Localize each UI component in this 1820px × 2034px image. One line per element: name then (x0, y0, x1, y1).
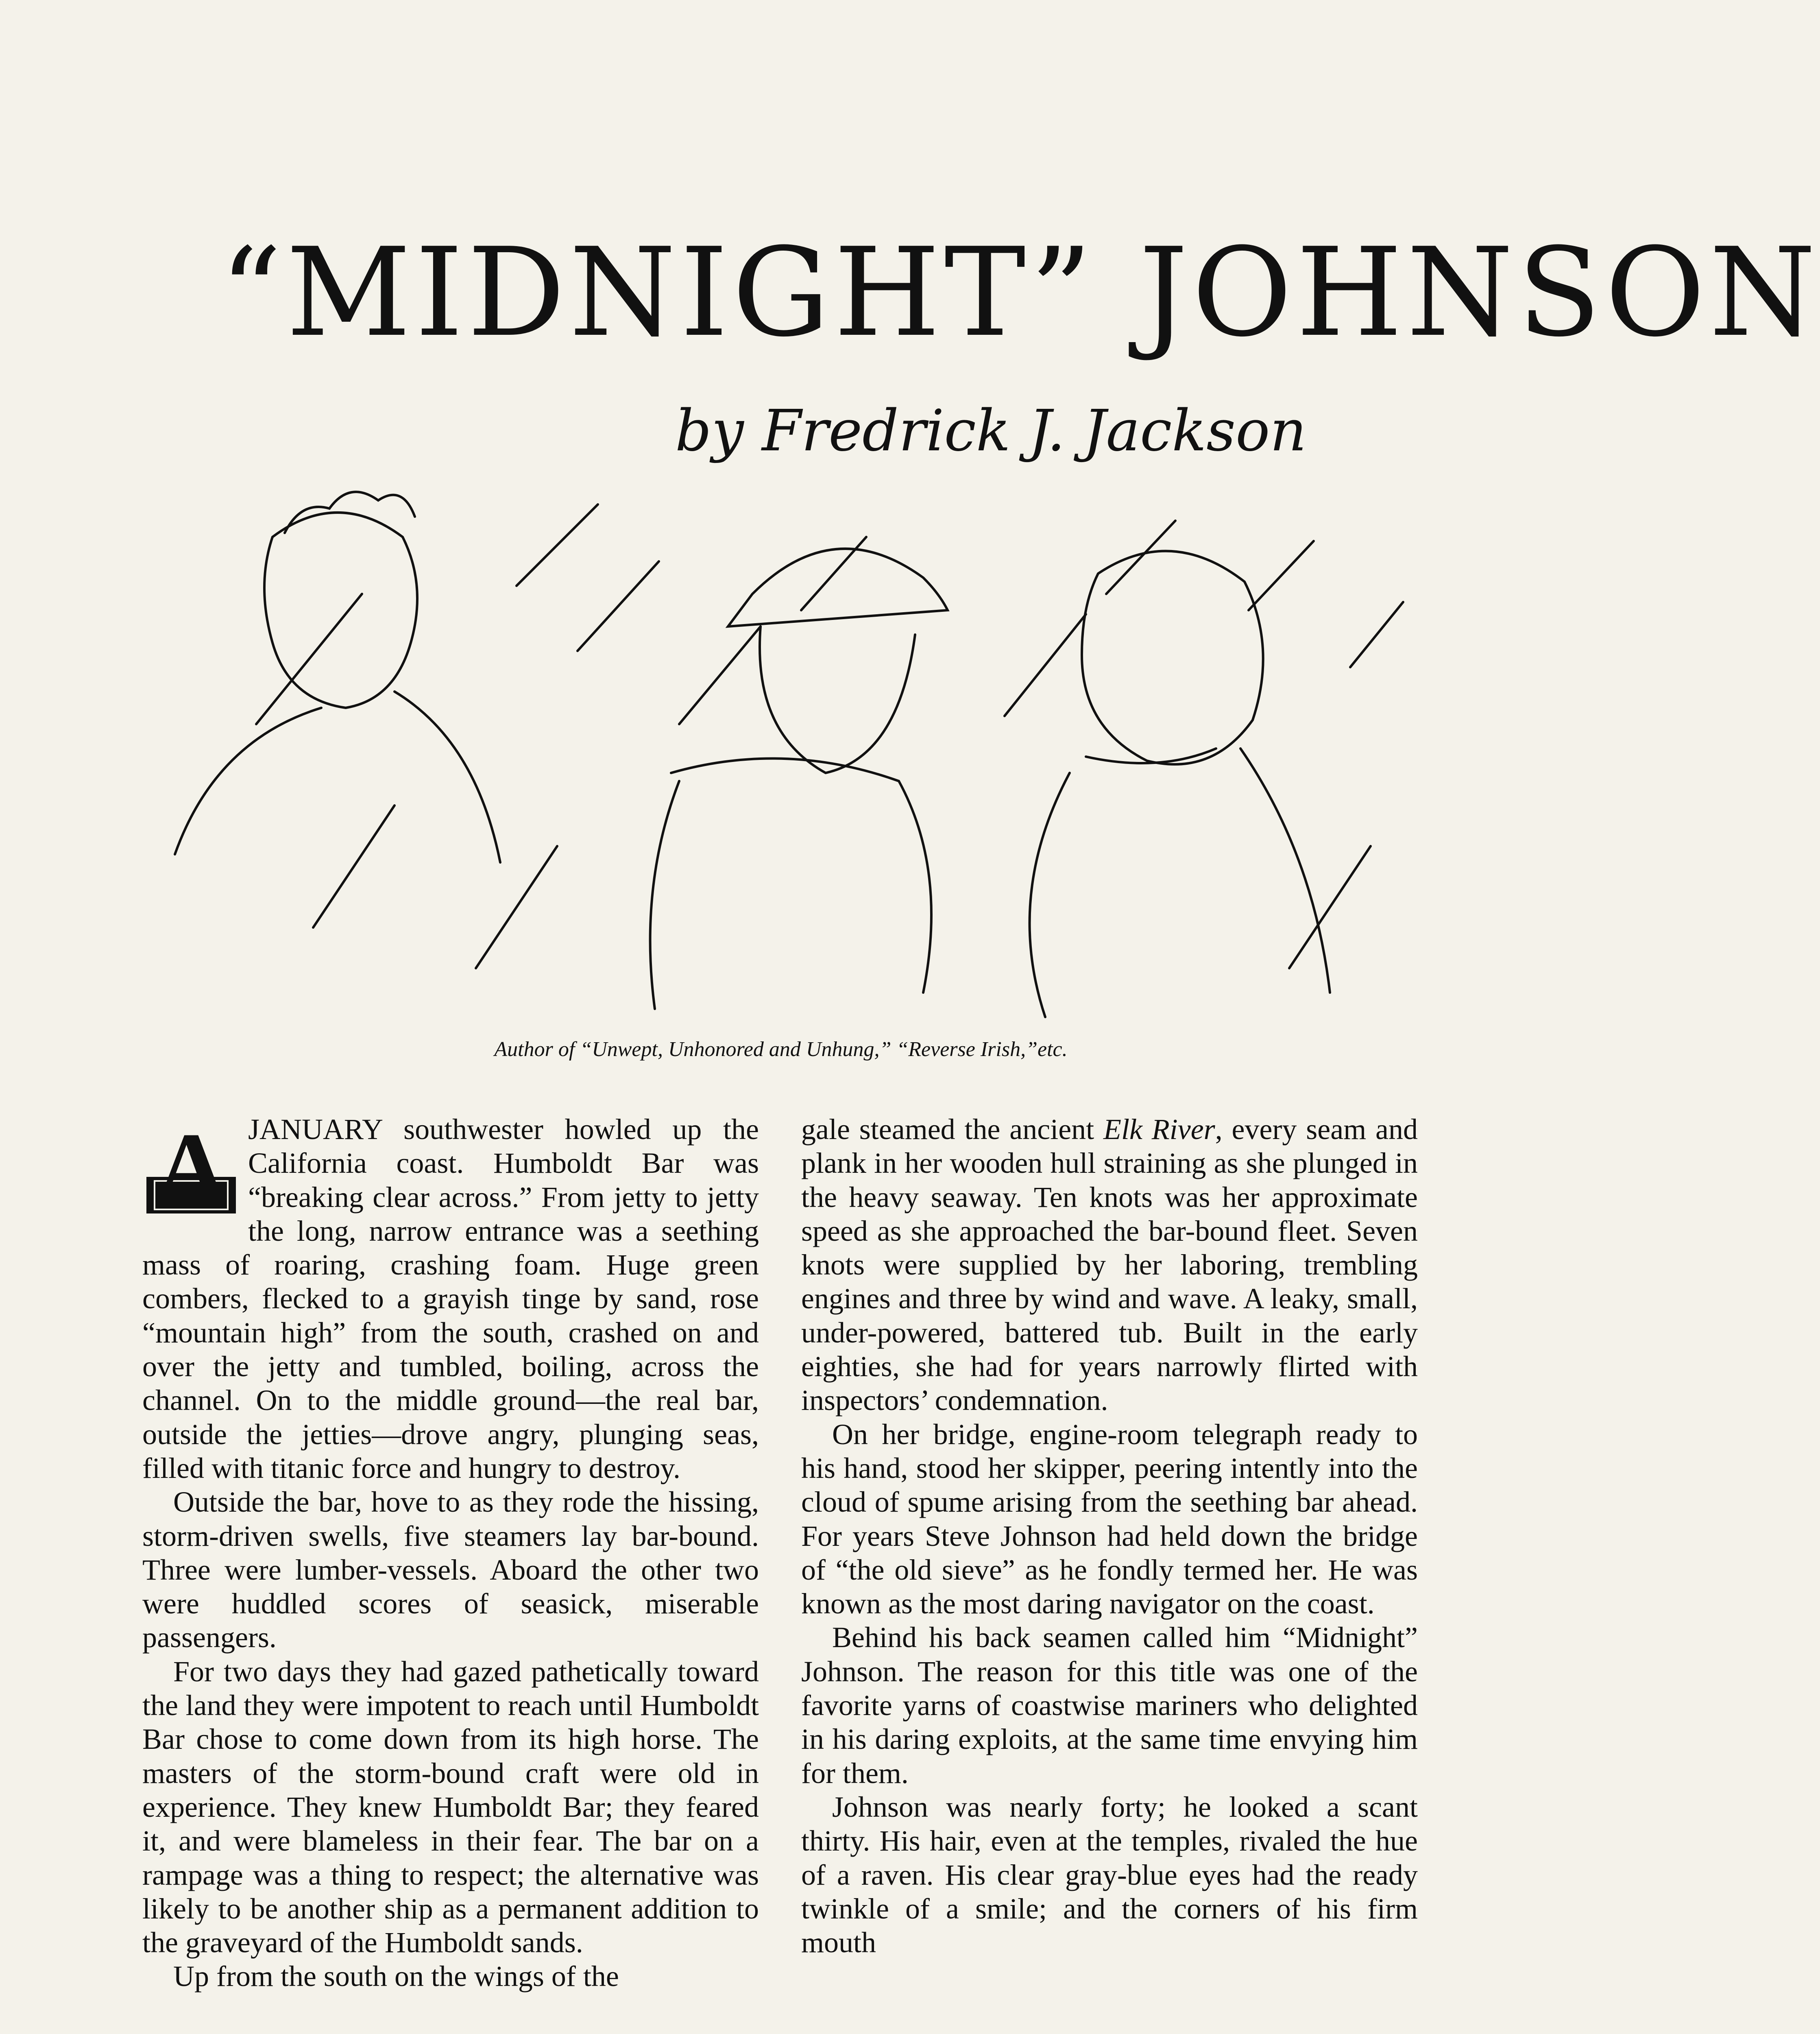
rain-streaks (256, 504, 1403, 968)
story-title: “MIDNIGHT” JOHNSON (220, 222, 1820, 364)
drop-cap-letter: A (156, 1113, 227, 1221)
paragraph: Outside the bar, hove to as they rode the hissing, storm-driven swells, five steamers lay bar-bound. Three were lumber-vessels. Aboard the other two were huddled scores of seasick, miserable passengers. (142, 1486, 759, 1654)
illustration-caption: Author of “Unwept, Unhonored and Unhung,” “Reverse Irish,”etc. (494, 1038, 1068, 1061)
paragraph-text: gale steamed the ancient (801, 1113, 1103, 1146)
story-illustration (150, 439, 1436, 1017)
figure-left (175, 492, 500, 862)
ship-name: Elk River (1103, 1113, 1215, 1146)
article-column-left (142, 1113, 759, 1994)
article-column-right (801, 1113, 1418, 1960)
paragraph: JANUARY southwester howled up the California coast. Humboldt Bar was “breaking clear across.” From jetty to jetty the long, narrow entrance was a seething mass of roaring, crashing foam. Huge green combers, flecked to a grayish tinge by sand, rose “mountain high” from the south, crashed on and over the jetty and tumbled, boiling, across the channel. On to the middle ground—the real bar, outside the jetties—drove angry, plunging seas, filled with titanic force and hungry to destroy. (142, 1113, 759, 1484)
figure-center (650, 549, 948, 1009)
paragraph (801, 1113, 1418, 1418)
figure-right (1030, 551, 1330, 1017)
story-byline: by Fredrick J. Jackson (675, 398, 1307, 464)
paragraph: On her bridge, engine-room telegraph ready to his hand, stood her skipper, peering intently into the cloud of spume arising from the seething bar ahead. For years Steve Johnson had held down the bridge of “the old sieve” as he fondly termed her. He was known as the most daring navigator on the coast. (801, 1418, 1418, 1620)
drop-cap (142, 1113, 240, 1221)
paragraph: For two days they had gazed pathetically toward the land they were impotent to reach until Humboldt Bar chose to come down from its high horse. The masters of the storm-bound craft were old in experience. They knew Humboldt Bar; they feared it, and were blameless in their fear. The bar on a rampage was a thing to respect; the alternative was likely to be another ship as a permanent addition to the graveyard of the Humboldt sands. (142, 1655, 759, 1959)
paragraph-text: , every seam and plank in her wooden hull straining as she plunged in the heavy seaway. Ten knots was her approximate speed as she approached the bar-bound fleet. Seven knots were supplied by her laboring, trembling engines and three by wind and wave. A leaky, small, under-powered, battered tub. Built in the early eighties, she had for years narrowly flirted with inspectors’ condemnation. (801, 1113, 1418, 1417)
paragraph: Behind his back seamen called him “Midnight” Johnson. The reason for this title was one of the favorite yarns of coastwise mariners who delighted in his daring exploits, at the same time envying him for them. (801, 1621, 1418, 1790)
paragraph: Johnson was nearly forty; he looked a scant thirty. His hair, even at the temples, rivaled the hue of a raven. His clear gray-blue eyes had the ready twinkle of a smile; and the corners of his firm mouth (801, 1790, 1418, 1959)
paragraph: Up from the south on the wings of the (173, 1960, 619, 1993)
